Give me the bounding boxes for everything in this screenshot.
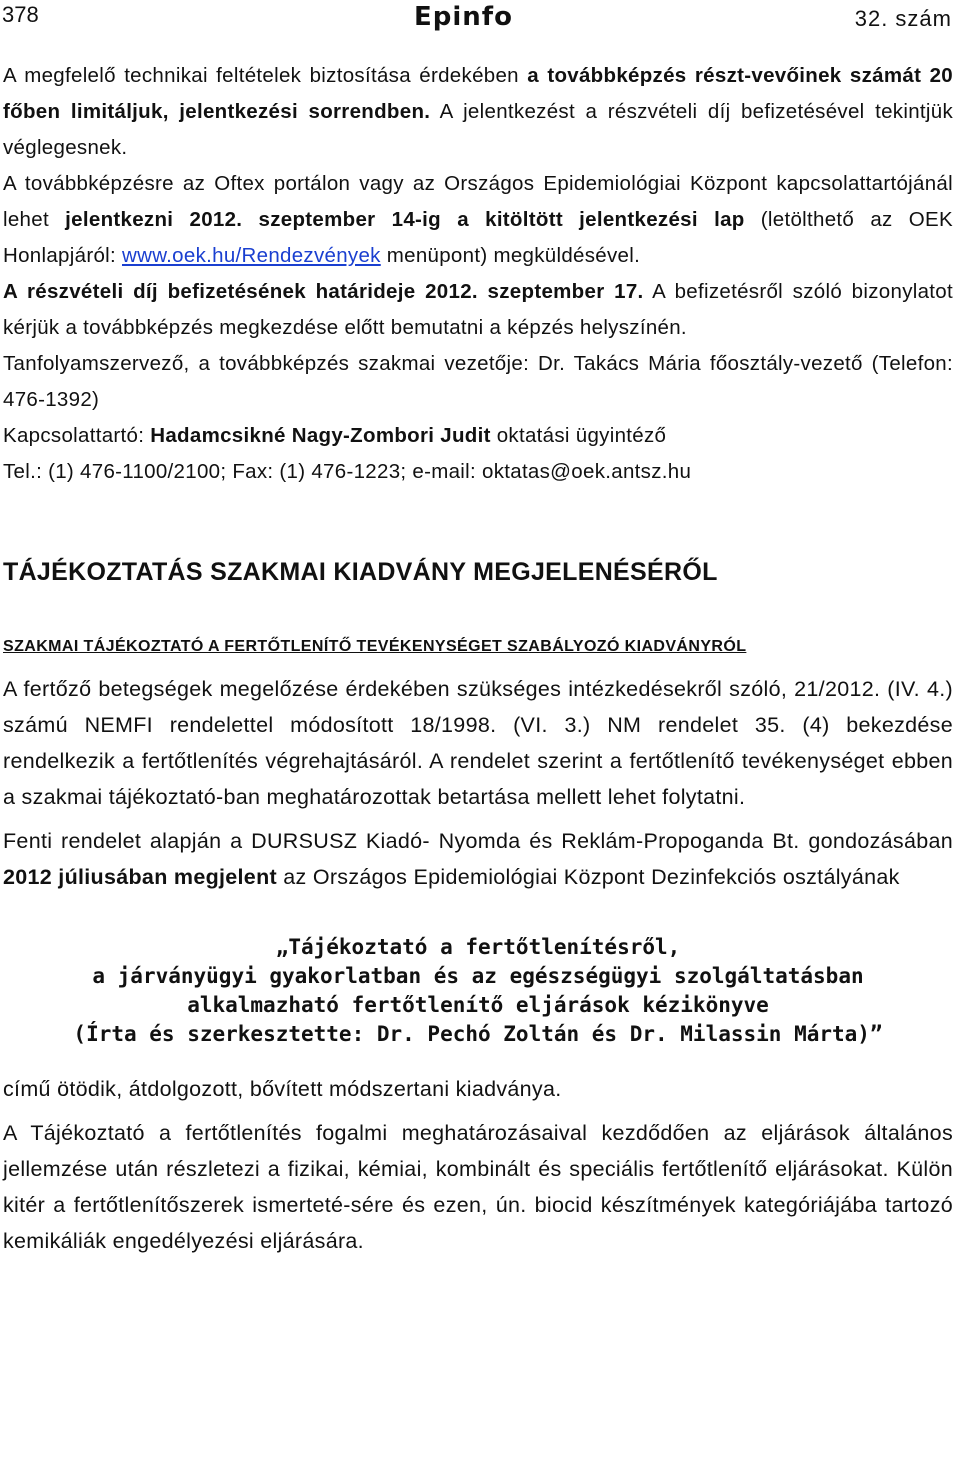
regulation-paragraph: A fertőző betegségek megelőzése érdekében szükséges intézkedésekről szóló, 21/2012. (IV. 4.) számú NEMFI rendelettel módosított 18/1998. (VI. 3.) NM rendelet 35. (4) bekezdése rendelkezik a fertőtlenítés végrehajtásáról. A rendelet szerint a fertőtlenítő tevékenységet ebben a szakmai tájékoztató-ban meghatározottak betartása mellett lehet folytatni. <box>3 677 953 809</box>
publication-section <box>3 558 953 1259</box>
text: A befizetésről szóló bizonylatot kérjük a továbbképzés megkezdése előtt bemutatni a képzés helyszínén. <box>3 280 953 339</box>
book-authors-line: (Írta és szerkesztette: Dr. Pechó Zoltán és Dr. Milassin Márta)” <box>73 1022 883 1046</box>
page-header <box>0 0 960 40</box>
bold-text: 2012 júliusában megjelent <box>3 865 277 889</box>
section-title: TÁJÉKOZTATÁS SZAKMAI KIADVÁNY MEGJELENÉSÉRŐL <box>3 558 718 586</box>
contact-paragraph <box>3 418 953 454</box>
text: A továbbképzésre az Oftex portálon vagy az Országos Epidemiológiai Központ kapcsolattartójánál lehet <box>3 172 953 231</box>
text: A megfelelő technikai feltételek biztosítása érdekében <box>3 64 528 87</box>
course-info-section <box>3 58 953 490</box>
contents-paragraph: A Tájékoztató a fertőtlenítés fogalmi meghatározásaival kezdődően az eljárások általános jellemzése után részletezi a fizikai, kémiai, kombinált és speciális fertőtlenítő eljárásokat. Külön kitér a fertőtlenítőszerek ismerteté-sére és ezen, ún. biocid készítmények kategóriájába tartozó kemikáliák engedélyezési eljárására. <box>3 1121 953 1253</box>
text: (letölthető az OEK Honlapjáról: <box>3 208 953 267</box>
book-title-line: a járványügyi gyakorlatban és az egészségügyi szolgáltatásban <box>92 964 864 988</box>
edition-paragraph: című ötödik, átdolgozott, bővített módszertani kiadványa. <box>3 1077 562 1101</box>
text: Fenti rendelet alapján a DURSUSZ Kiadó- Nyomda és Reklám-Propoganda Bt. gondozásában <box>3 829 953 853</box>
bold-text: a továbbképzés részt-vevőinek számát 20 főben limitáljuk, jelentkezési sorrendben. <box>3 64 953 123</box>
book-title-block <box>3 933 953 1049</box>
contact-name: Hadamcsikné Nagy-Zombori Judit <box>150 424 491 447</box>
book-title-line: alkalmazható fertőtlenítő eljárások kézikönyve <box>187 993 769 1017</box>
organizer-paragraph: Tanfolyamszervező, a továbbképzés szakmai vezetője: Dr. Takács Mária főosztály-vezető (Telefon: 476-1392) <box>3 352 953 411</box>
section-subtitle: SZAKMAI TÁJÉKOZTATÓ A FERTŐTLENÍTŐ TEVÉKENYSÉGET SZABÁLYOZÓ KIADVÁNYRÓL <box>3 638 747 655</box>
book-title-line: „Tájékoztató a fertőtlenítésről, <box>275 935 681 959</box>
page-content <box>3 58 953 1259</box>
bold-text: jelentkezni 2012. szeptember 14-ig a kitöltött jelentkezési lap <box>65 208 745 231</box>
issue-number: 32. szám <box>854 6 952 31</box>
text: A jelentkezést a részvételi díj befizetésével tekintjük véglegesnek. <box>3 100 953 159</box>
text: az Országos Epidemiológiai Központ Dezinfekciós osztályának <box>276 865 900 889</box>
phone-email-paragraph: Tel.: (1) 476-1100/2100; Fax: (1) 476-1223; e-mail: oktatas@oek.antsz.hu <box>3 460 692 483</box>
bold-text: A részvételi díj befizetésének határideje 2012. szeptember 17. <box>3 280 644 303</box>
page-number: 378 <box>2 2 39 27</box>
text: oktatási ügyintéző <box>490 424 667 447</box>
participants-paragraph <box>3 58 953 166</box>
publisher-paragraph <box>3 823 953 895</box>
text: menüpont) megküldésével. <box>380 244 641 267</box>
fee-deadline-paragraph <box>3 274 953 346</box>
text: Kapcsolattartó: <box>3 424 151 447</box>
brand-logo: Epinfo <box>414 2 513 32</box>
registration-paragraph <box>3 166 953 274</box>
oek-website-link[interactable]: www.oek.hu/Rendezvények <box>122 244 381 267</box>
